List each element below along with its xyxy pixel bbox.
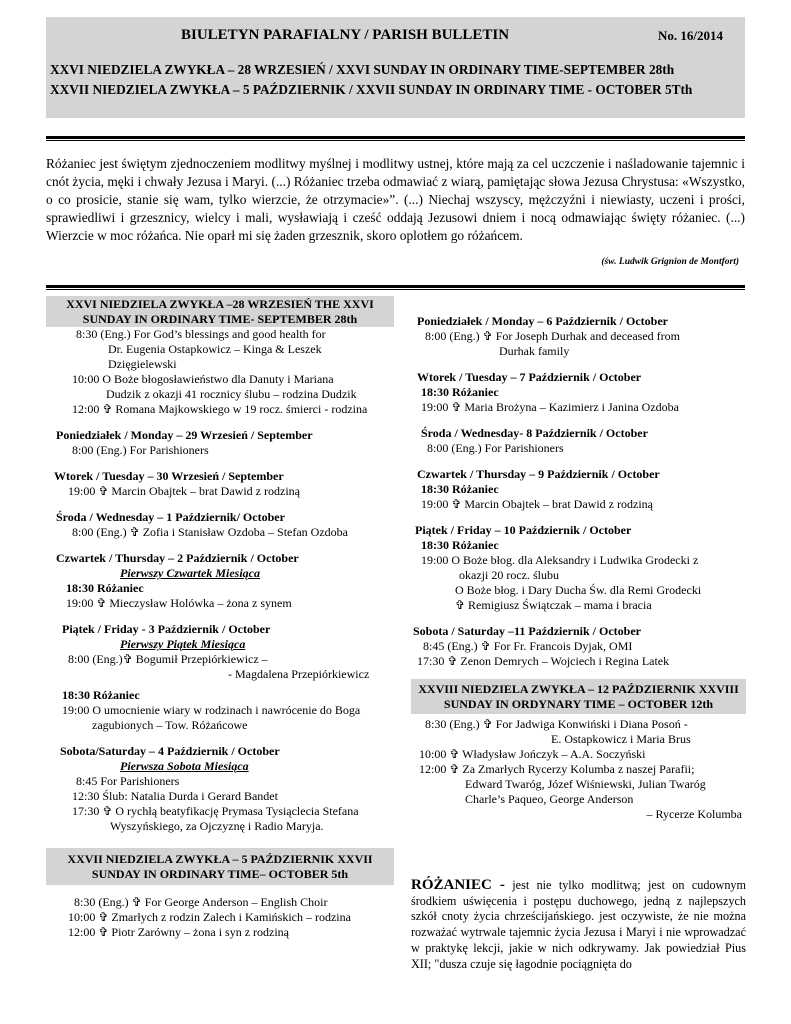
day-subtitle: Pierwszy Piątek Miesiąca xyxy=(120,637,246,651)
day-heading: Środa / Wednesday- 8 Październik / October xyxy=(421,426,648,440)
right-column xyxy=(411,314,746,822)
mass-line: Wyszyńskiego, za Ojczyznę i Radio Maryja. xyxy=(110,819,324,833)
mass-line: Dudzik z okazji 41 rocznicy ślubu – rodzina Dudzik xyxy=(106,387,357,401)
divider-top-thin xyxy=(46,140,745,141)
day-heading: Piątek / Friday – 10 Październik / October xyxy=(415,523,632,537)
rosary-quote: Różaniec jest świętym zjednoczeniem modlitwy myślnej i modlitwy ustnej, które mają za cel uczczenie i naśladowanie tajemnic i cnót życia, męki i chwały Jezusa i Maryi. (...) Różaniec trzeba odmawiać z wiarą, pamiętając słowa Jezusa Chrystusa: «Wszystko, o co prosicie, stanie się wam, tylko wierzcie, że otrzymacie»”. (...) Niechaj wszyscy, mężczyźni i niewiasty, uczeni i prości, sprawiedliwi i grzesznicy, wielcy i mali, wysławiają i cześć oddają Jezusowi dniem i nocą odmawiając święty różaniec. (...) Wierzcie w moc różańca. Nie oparł mi się żaden grzesznik, skoro oplotłem go różańcem. xyxy=(46,156,745,243)
mass-line: 18:30 Różaniec xyxy=(421,482,499,496)
mass-line: 12:30 Ślub: Natalia Durda i Gerard Bandet xyxy=(72,789,278,803)
sunday-box-2: XXVII NIEDZIELA ZWYKŁA – 5 PAŹDZIERNIK XXVII SUNDAY IN ORDINARY TIME– OCTOBER 5th xyxy=(46,848,394,885)
mass-line: 18:30 Różaniec xyxy=(421,538,499,552)
sunday-box-1: XXVI NIEDZIELA ZWYKŁA –28 WRZESIEŃ THE XXVI SUNDAY IN ORDINARY TIME- SEPTEMBER 28th xyxy=(46,296,394,327)
mass-line: - Magdalena Przepiórkiewicz xyxy=(228,667,370,681)
day-heading: Czwartek / Thursday – 2 Październik / October xyxy=(56,551,299,565)
sunday-line-2: XXVII NIEDZIELA ZWYKŁA – 5 PAŹDZIERNIK / XXVII SUNDAY IN ORDINARY TIME - OCTOBER 5Tth xyxy=(50,82,693,97)
bulletin-header xyxy=(46,17,745,118)
mass-line: 8:00 (Eng.) ✞ For Joseph Durhak and deceased from xyxy=(425,329,680,343)
mass-line: Dzięgielewski xyxy=(108,357,177,371)
mass-line: 17:30 ✞ Zenon Demrych – Wojciech i Regina Latek xyxy=(417,654,670,668)
rosary-heading: RÓŻANIEC - xyxy=(411,877,505,893)
day-heading: Czwartek / Thursday – 9 Październik / October xyxy=(417,467,660,481)
day-heading: Poniedziałek / Monday – 6 Październik / October xyxy=(417,314,668,328)
mass-line: O Boże błog. i Dary Ducha Św. dla Remi Grodecki xyxy=(455,583,702,597)
sunday-2-masses xyxy=(46,895,394,940)
mass-line: E. Ostapkowicz i Maria Brus xyxy=(551,732,691,746)
day-heading: Wtorek / Tuesday – 30 Wrzesień / September xyxy=(54,469,284,483)
mass-line: 18:30 Różaniec xyxy=(62,688,140,702)
mass-line: 12:00 ✞ Za Zmarłych Rycerzy Kolumba z naszej Parafii; xyxy=(419,762,695,776)
left-column xyxy=(46,296,394,940)
day-heading: Piątek / Friday - 3 Październik / October xyxy=(62,622,271,636)
rosary-article xyxy=(411,878,746,972)
mass-line: – Rycerze Kolumba xyxy=(646,807,742,821)
rosary-body: jest nie tylko modlitwą; jest on cudownym środkiem uświęcenia i postępu duchowego, jedną z najlepszych szkół cnoty życia chrześcijańskiego. jest oczywiste, że nie można rozważać wytrwale tajemnic życia Jezusa i Maryi i nie wprowadzać w praktykę lekcji, jakie w nich odkrywamy. Jak powiedział Pius XII; "dusza czuje się łagodnie pociągnięta do xyxy=(411,878,747,971)
sunday-1-masses xyxy=(46,327,394,417)
day-heading: Sobota / Saturday –11 Październik / October xyxy=(413,624,641,638)
divider-middle xyxy=(46,285,745,288)
mass-line: Edward Twaróg, Józef Wiśniewski, Julian Twaróg xyxy=(465,777,706,791)
divider-top xyxy=(46,136,745,139)
day-subtitle: Pierwsza Sobota Miesiąca xyxy=(120,759,249,773)
bulletin-title: BIULETYN PARAFIALNY / PARISH BULLETIN xyxy=(181,27,510,43)
day-subtitle: Pierwszy Czwartek Miesiąca xyxy=(120,566,260,580)
mass-line: 8:30 (Eng.) ✞ For George Anderson – English Choir xyxy=(74,895,328,909)
mass-line: 19:00 O Boże błog. dla Aleksandry i Ludwika Grodecki z xyxy=(421,553,699,567)
mass-line: 8:00 (Eng.) For Parishioners xyxy=(72,443,209,457)
sunday-box-3: XXVIII NIEDZIELA ZWYKŁA – 12 PAŹDZIERNIK XXVIII SUNDAY IN ORDYNARY TIME – OCTOBER 12th xyxy=(411,679,746,714)
mass-line: 19:00 ✞ Marcin Obajtek – brat Dawid z rodziną xyxy=(421,497,653,511)
mass-line: 19:00 ✞ Marcin Obajtek – brat Dawid z rodziną xyxy=(68,484,300,498)
mass-line: 18:30 Różaniec xyxy=(66,581,144,595)
mass-line: zagubionych – Tow. Różańcowe xyxy=(92,718,248,732)
day-heading: Wtorek / Tuesday – 7 Październik / October xyxy=(417,370,642,384)
mass-line: ✞ Remigiusz Świątczak – mama i bracia xyxy=(455,598,652,612)
mass-line: 10:00 ✞ Władysław Jończyk – A.A. Soczyński xyxy=(419,747,646,761)
mass-line: 8:30 (Eng.) For God’s blessings and good health for xyxy=(76,327,326,341)
mass-line: okazji 20 rocz. ślubu xyxy=(459,568,559,582)
mass-line: 19:00 O umocnienie wiary w rodzinach i nawrócenie do Boga xyxy=(62,703,361,717)
mass-line: 8:00 (Eng.)✞ Bogumił Przepiórkiewicz – xyxy=(68,652,268,666)
mass-line: 17:30 ✞ O rychłą beatyfikację Prymasa Tysiąclecia Stefana xyxy=(72,804,359,818)
bulletin-number: No. 16/2014 xyxy=(658,28,723,43)
mass-line: Durhak family xyxy=(499,344,570,358)
mass-line: 8:30 (Eng.) ✞ For Jadwiga Konwiński i Diana Posoń - xyxy=(425,717,688,731)
day-heading: Środa / Wednesday – 1 Październik/ October xyxy=(56,510,285,524)
quote-signature: (św. Ludwik Grignion de Montfort) xyxy=(601,257,739,267)
divider-middle-thin xyxy=(46,289,745,290)
mass-line: 19:00 ✞ Mieczysław Holówka – żona z synem xyxy=(66,596,292,610)
sunday-line-1: XXVI NIEDZIELA ZWYKŁA – 28 WRZESIEŃ / XXVI SUNDAY IN ORDINARY TIME-SEPTEMBER 28th xyxy=(50,62,675,77)
sunday-3-masses xyxy=(411,717,746,822)
mass-line: 10:00 O Boże błogosławieństwo dla Danuty i Mariana xyxy=(72,372,334,386)
day-heading: Sobota/Saturday – 4 Październik / October xyxy=(60,744,280,758)
mass-line: Dr. Eugenia Ostapkowicz – Kinga & Leszek xyxy=(108,342,322,356)
day-heading: Poniedziałek / Monday – 29 Wrzesień / September xyxy=(56,428,313,442)
mass-line: 18:30 Różaniec xyxy=(421,385,499,399)
mass-line: 8:00 (Eng.) For Parishioners xyxy=(427,441,564,455)
mass-line: 8:00 (Eng.) ✞ Zofia i Stanisław Ozdoba – Stefan Ozdoba xyxy=(72,525,348,539)
mass-line: 8:45 For Parishioners xyxy=(76,774,180,788)
mass-line: 12:00 ✞ Romana Majkowskiego w 19 rocz. śmierci - rodzina xyxy=(72,402,368,416)
mass-line: 19:00 ✞ Maria Brożyna – Kazimierz i Janina Ozdoba xyxy=(421,400,679,414)
mass-line: 10:00 ✞ Zmarłych z rodzin Zalech i Kamińskich – rodzina xyxy=(68,910,351,924)
mass-line: Charle’s Paqueo, George Anderson xyxy=(465,792,634,806)
mass-line: 12:00 ✞ Piotr Zarówny – żona i syn z rodziną xyxy=(68,925,290,939)
mass-line: 8:45 (Eng.) ✞ For Fr. Francois Dyjak, OMI xyxy=(423,639,633,653)
